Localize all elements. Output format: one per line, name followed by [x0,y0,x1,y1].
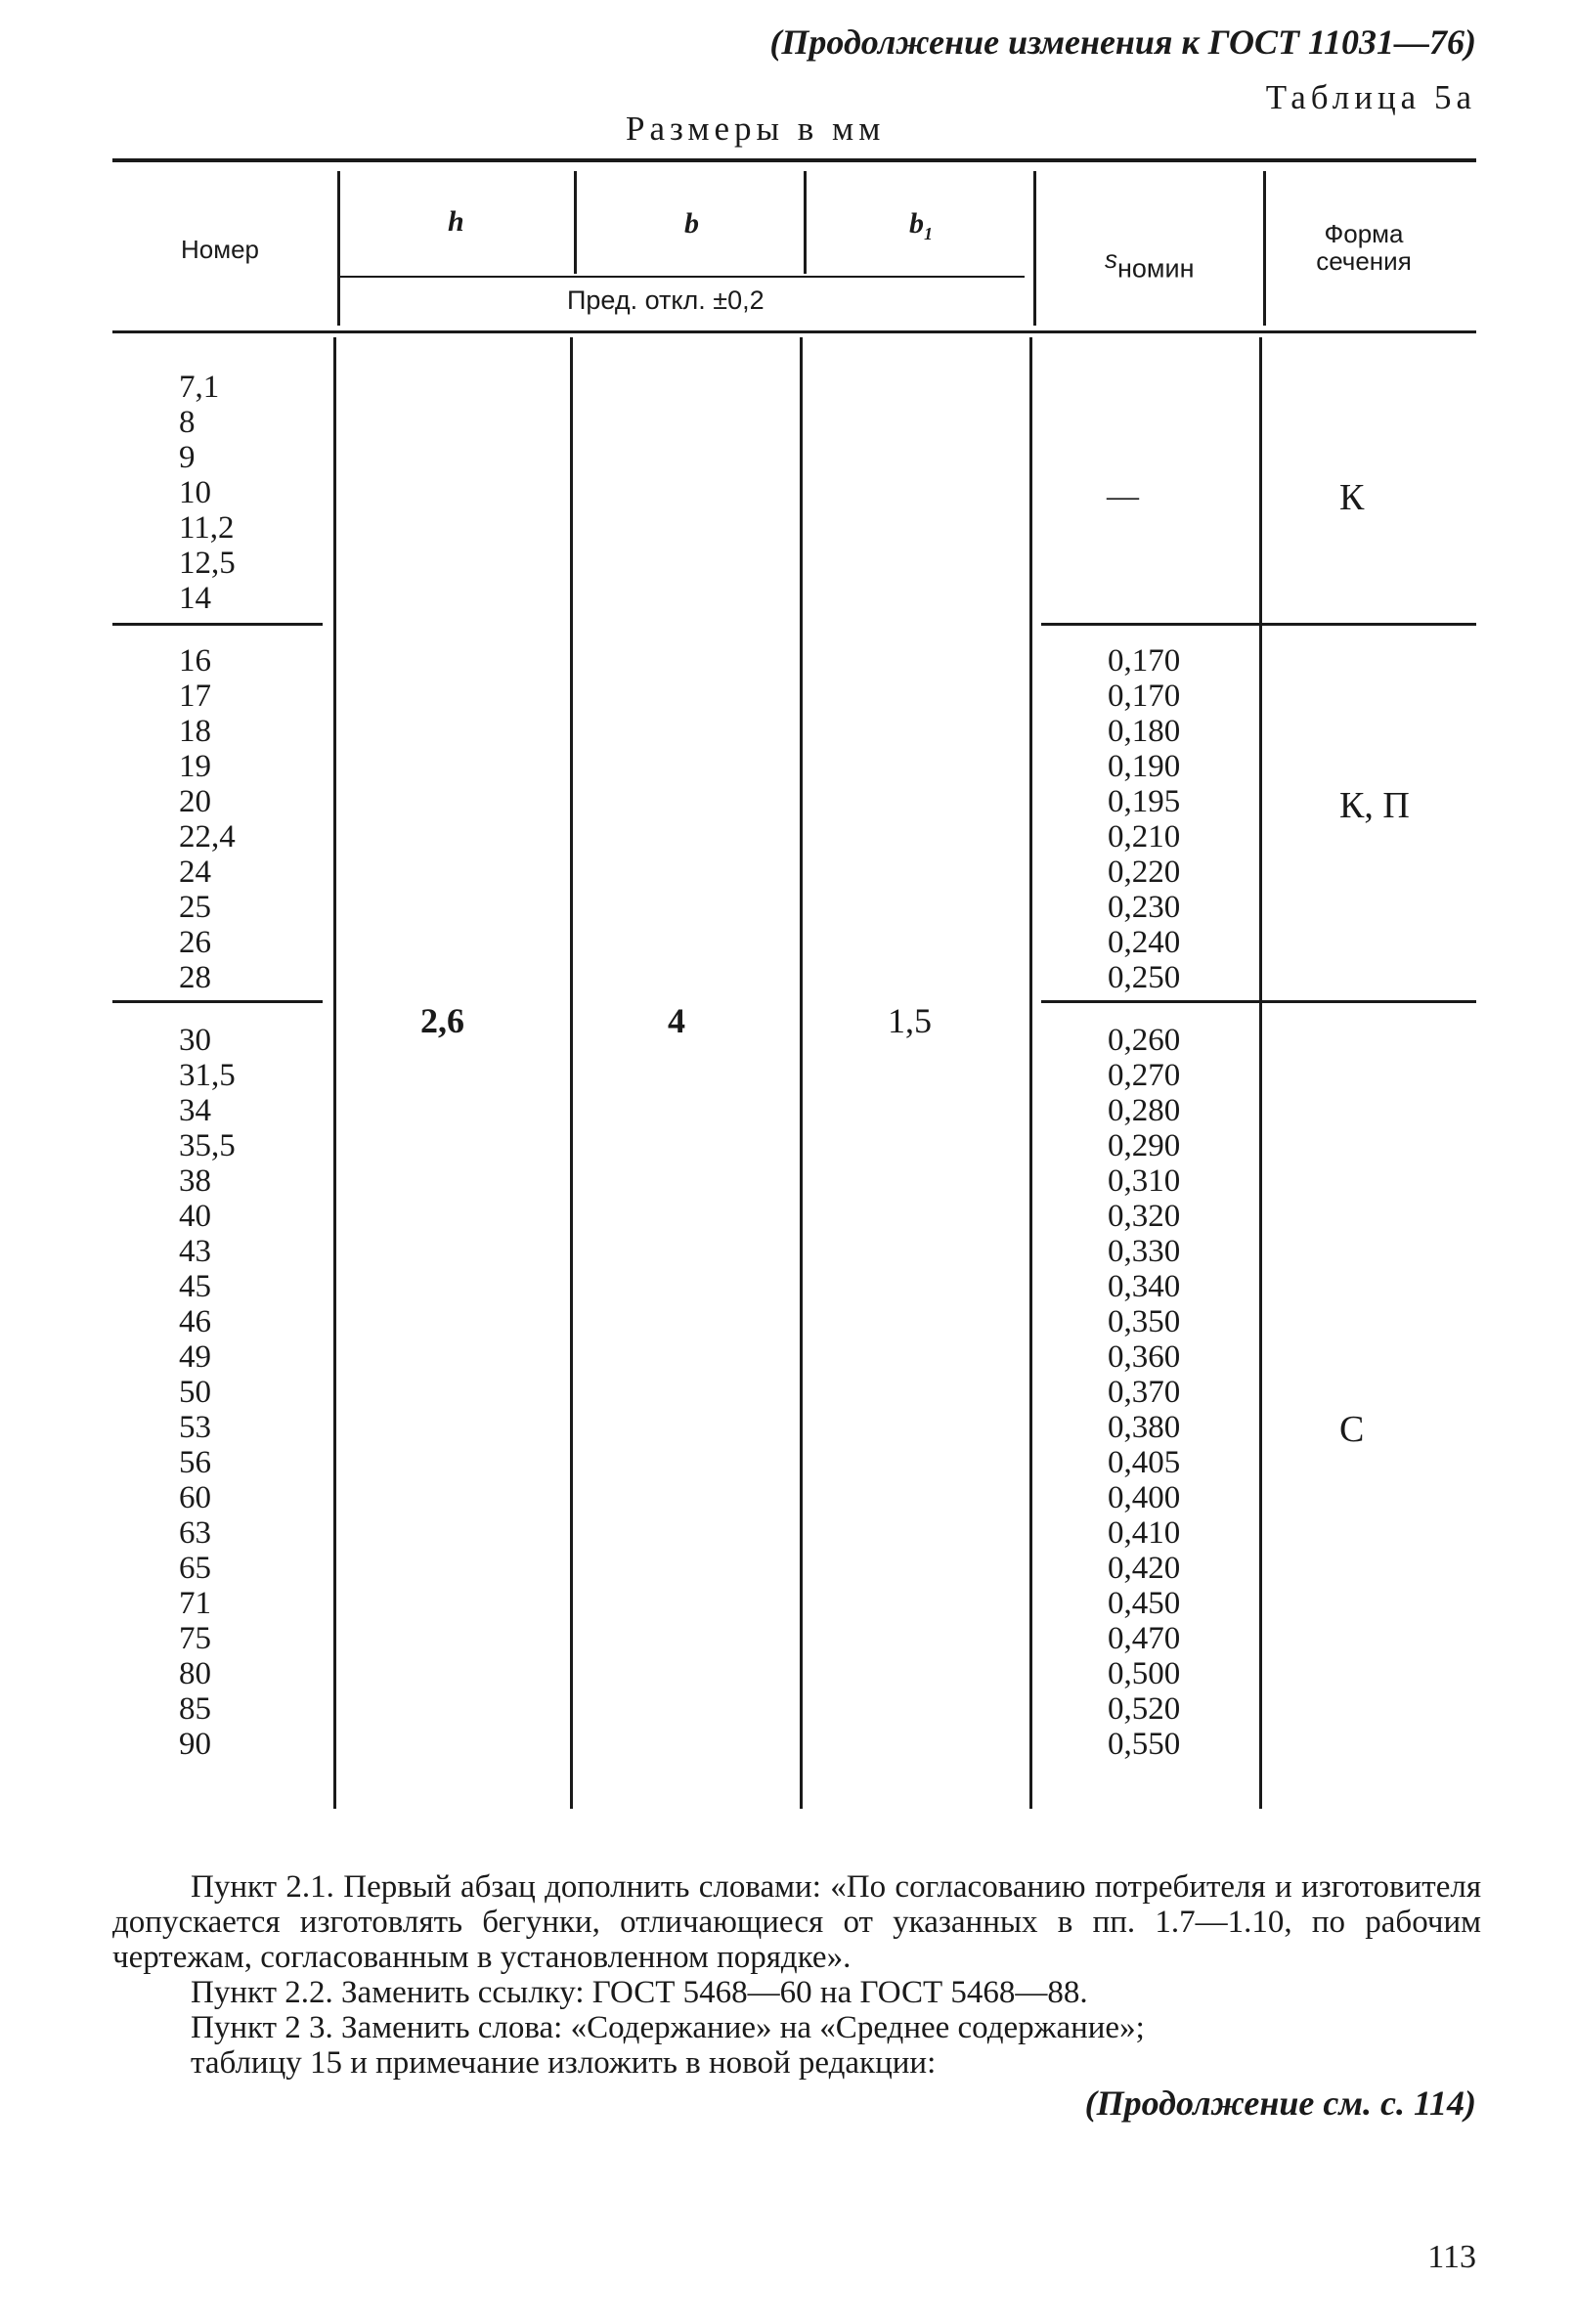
table-row-s: 0,250 [1108,960,1181,995]
units-caption: Размеры в мм [626,110,886,148]
table-row-number: 30 [179,1023,211,1058]
paragraph-2-1: Пункт 2.1. Первый абзац дополнить словами: «По согласованию потребителя и изготовителя допускается изготовлять бегунки, отличающиеся от указанных в пп. 1.7—1.10, по рабочим чертежам, согласованным в установленном порядке». [112,1869,1481,1975]
header-bottom-rule [112,330,1476,333]
table-row-number: 71 [179,1586,211,1621]
table-row-number: 12,5 [179,546,236,581]
body-vline-4 [1029,337,1032,1809]
table-row-s: 0,405 [1108,1445,1181,1480]
table-row-s: 0,170 [1108,679,1181,714]
table-row-s: 0,470 [1108,1621,1181,1656]
b1-subscript: 1 [924,224,933,243]
group1-s-value: — [1107,479,1139,514]
s-letter: s [1105,244,1117,274]
table-row-s: 0,320 [1108,1199,1181,1234]
group1-form: К [1339,477,1365,518]
table-row-s: 0,240 [1108,925,1181,960]
table-row-s: 0,220 [1108,855,1181,890]
table-row-s: 0,260 [1108,1023,1181,1058]
table-row-number: 56 [179,1445,211,1480]
paragraph-2-3: Пункт 2 3. Заменить слова: «Содержание» на «Среднее содержание»; [191,2010,1145,2045]
table-row-s: 0,280 [1108,1093,1181,1128]
table-row-number: 49 [179,1339,211,1375]
table-row-number: 40 [179,1199,211,1234]
table-row-s: 0,410 [1108,1515,1181,1551]
table-row-number: 63 [179,1515,211,1551]
table-row-s: 0,360 [1108,1339,1181,1375]
table-row-s: 0,210 [1108,819,1181,855]
table-row-s: 0,340 [1108,1269,1181,1304]
body-vline-1 [333,337,336,1809]
table-row-number: 38 [179,1163,211,1199]
header-vline-2 [574,171,577,274]
table-row-number: 35,5 [179,1128,236,1163]
h-value: 2,6 [420,1001,464,1040]
table-row-s: 0,520 [1108,1691,1181,1727]
table-row-number: 53 [179,1410,211,1445]
table-row-number: 60 [179,1480,211,1515]
group3-s-values [1108,1023,1180,1762]
col-header-h: h [448,205,464,238]
page-number: 113 [1427,2239,1476,2275]
table-row-s: 0,380 [1108,1410,1181,1445]
table-row-s: 0,270 [1108,1058,1181,1093]
table-row-number: 14 [179,581,211,616]
group2-s-values [1108,643,1180,995]
col-header-b1 [909,207,933,244]
table-row-number: 24 [179,855,211,890]
table-row-s: 0,310 [1108,1163,1181,1199]
table-row-number: 85 [179,1691,211,1727]
paragraph-2-2: Пункт 2.2. Заменить ссылку: ГОСТ 5468—60 на ГОСТ 5468—88. [191,1975,1088,2010]
col-header-form: Форма сечения [1316,219,1412,276]
group3-numbers [179,1023,236,1762]
table-row-number: 90 [179,1727,211,1762]
table-label: Таблица 5а [1265,78,1476,116]
table-row-s: 0,450 [1108,1586,1181,1621]
table-row-number: 45 [179,1269,211,1304]
header-vline-5 [1263,171,1266,326]
body-vline-5 [1259,337,1262,1809]
group2-numbers [179,643,236,995]
paragraph-2-3-cont: таблицу 15 и примечание изложить в новой редакции: [191,2045,937,2081]
table-row-number: 46 [179,1304,211,1339]
table-row-number: 22,4 [179,819,236,855]
continuation-header: (Продолжение изменения к ГОСТ 11031—76) [769,22,1476,62]
b1-value: 1,5 [888,1001,932,1040]
group1-numbers [179,370,236,616]
table-row-s: 0,330 [1108,1234,1181,1269]
col-header-number: Номер [180,235,260,264]
table-row-number: 75 [179,1621,211,1656]
table-row-number: 34 [179,1093,211,1128]
tolerance-rule [340,276,1025,278]
group1-sep-right [1041,623,1476,626]
table-row-number: 28 [179,960,211,995]
table-row-number: 80 [179,1656,211,1691]
group3-form: С [1339,1409,1365,1450]
table-row-number: 10 [179,475,211,510]
table-row-number: 25 [179,890,211,925]
b-value: 4 [668,1001,685,1040]
table-row-number: 65 [179,1551,211,1586]
table-row-number: 19 [179,749,211,784]
table-row-s: 0,180 [1108,714,1181,749]
continuation-footer: (Продолжение см. с. 114) [1084,2083,1476,2123]
table-row-s: 0,500 [1108,1656,1181,1691]
header-vline-4 [1033,171,1036,326]
group2-sep-left [112,1000,323,1003]
table-row-number: 18 [179,714,211,749]
table-row-s: 0,550 [1108,1727,1181,1762]
table-row-s: 0,230 [1108,890,1181,925]
table-row-s: 0,190 [1108,749,1181,784]
group2-form: К, П [1339,785,1410,826]
table-row-number: 8 [179,405,196,440]
s-subscript: номин [1117,253,1195,284]
table-row-number: 17 [179,679,211,714]
table-row-number: 26 [179,925,211,960]
col-header-s [1105,244,1194,285]
table-top-rule [112,158,1476,162]
table-row-number: 7,1 [179,370,220,405]
body-vline-2 [570,337,573,1809]
header-vline-1 [337,171,340,326]
table-row-s: 0,290 [1108,1128,1181,1163]
table-row-number: 11,2 [179,510,235,546]
table-row-s: 0,420 [1108,1551,1181,1586]
table-row-number: 50 [179,1375,211,1410]
table-row-number: 43 [179,1234,211,1269]
header-vline-3 [804,171,807,274]
body-vline-3 [800,337,803,1809]
tolerance-label: Пред. откл. ±0,2 [567,285,765,315]
table-row-number: 16 [179,643,211,679]
table-row-s: 0,370 [1108,1375,1181,1410]
group1-sep-left [112,623,323,626]
table-row-s: 0,350 [1108,1304,1181,1339]
table-row-s: 0,195 [1108,784,1181,819]
table-row-number: 20 [179,784,211,819]
group2-sep-right [1041,1000,1476,1003]
col-header-b: b [684,207,699,240]
table-row-number: 9 [179,440,196,475]
b1-letter: b [909,207,924,240]
table-row-s: 0,170 [1108,643,1181,679]
table-row-s: 0,400 [1108,1480,1181,1515]
table-row-number: 31,5 [179,1058,236,1093]
